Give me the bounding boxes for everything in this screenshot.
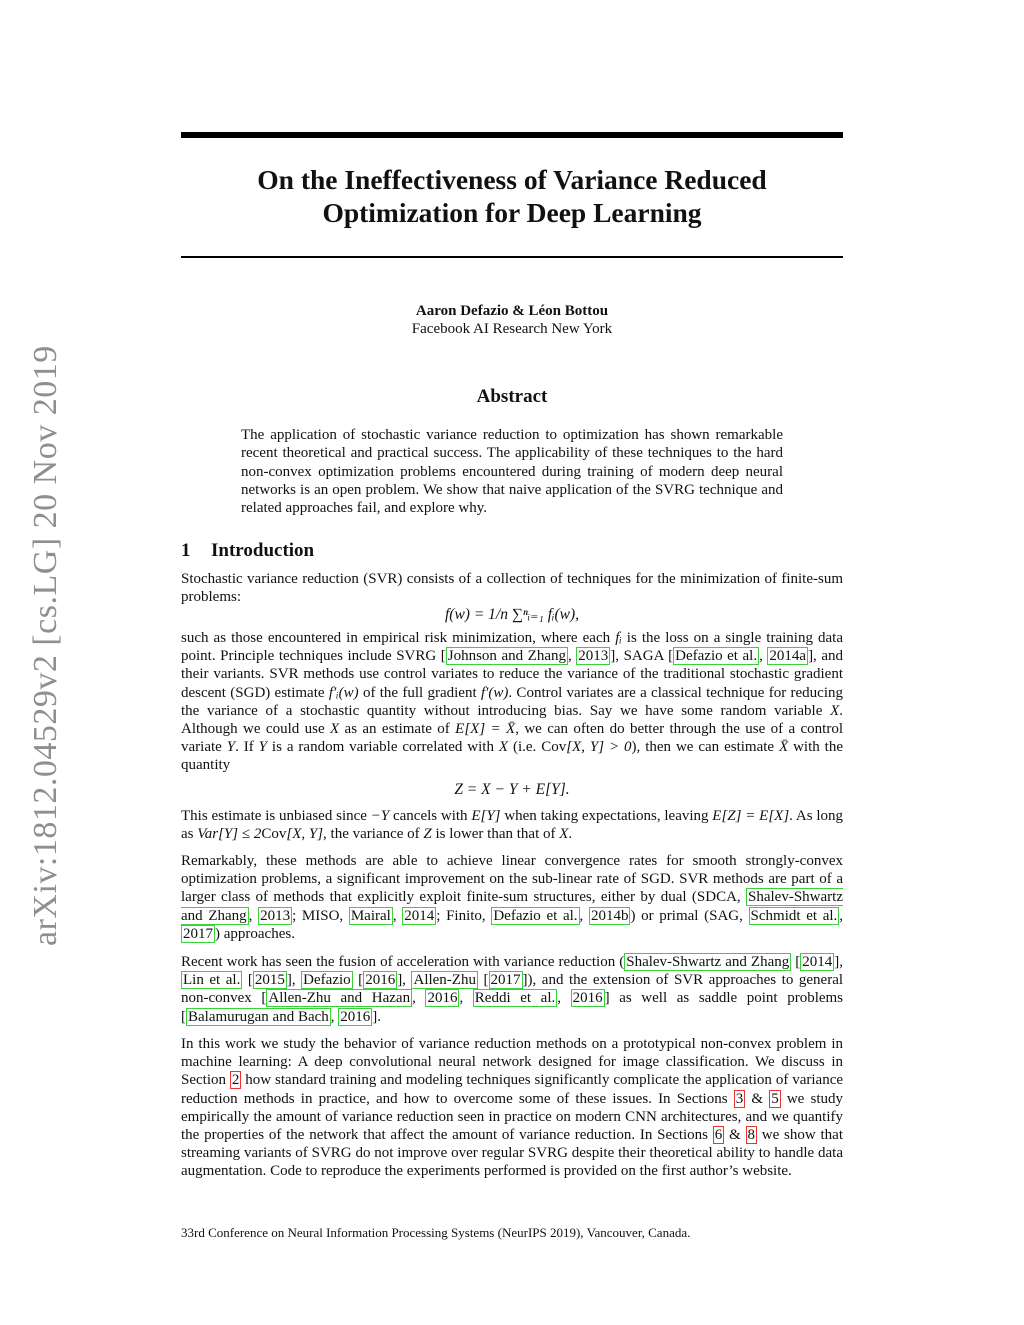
citation-link[interactable]: 2016 [427,990,458,1007]
paper-title [181,163,843,229]
citation-link[interactable]: 2013 [578,648,609,665]
intro-paragraph-2: Remarkably, these methods are able to achieve linear convergence rates for smooth strongly-convex optimization problems, a significant improvement on the sub-linear rate of SGD. SVR methods are part of a larger class of methods that explicitly exploit finite-sum structures, either by dual (SDCA, Shalev-Shwartz and Zhang , 2013 ; MISO, Mairal , 2014 ; Finito, Defazio et al. , 2014b ) or primal (SAG, Schmidt et al. , 2017 ) approaches. [181,853,844,942]
equation-control-variate: Z = X − Y + E[Y]. [454,781,570,798]
arxiv-watermark: arXiv:1812.04529v2 [cs.LG] 20 Nov 2019 [27,345,64,946]
citation-link[interactable]: 2013 [260,907,291,924]
conference-footnote: 33rd Conference on Neural Information Processing Systems (NeurIPS 2019), Vancouver, Canada. [181,1225,691,1240]
title-line-1: On the Ineffectiveness of Variance Reduced [257,164,767,195]
citation-link[interactable]: Lin et al. [183,972,241,989]
citation-link[interactable]: 2014 [802,954,833,970]
section-ref-link[interactable]: 2 [231,1072,240,1089]
citation-link[interactable]: 2016 [365,972,396,989]
citation-link[interactable]: 2017 [183,925,213,942]
citation-link[interactable]: 2017 [490,972,521,989]
citation-link[interactable]: 2015 [254,972,285,989]
section-ref-link[interactable]: 6 [714,1127,723,1144]
equation-finite-sum: f(w) = 1/n ∑ⁿᵢ₌₁ fᵢ(w), [445,606,579,623]
citation-link[interactable]: Shalev-Shwartz and Zhang [181,889,843,924]
intro-paragraph-1b: such as those encountered in empirical risk minimization, where each fᵢ is the loss on a single training data point. Principle techniques include SVRG [ Johnson and Zhang , 2013 ], SAGA [ Defazio et al. , 2014a ], and their variants. SVR methods use control variates to reduce the variance of the traditional stochastic gradient descent (SGD) estimate f′ᵢ(w) of the full gradient f′(w). Control variates are a classical technique for reducing the variance of a stochastic quantity without introducing bias. Say we have some random variable X. Although we could use X as an estimate of E[X] = X̄, we can often do better through the use of a control variate Y. If Y is a random variable correlated with X (i.e. Cov[X, Y] > 0), then we can estimate X̄ with the quantity [181,630,844,774]
authors: Aaron Defazio & Léon Bottou [415,303,609,319]
citation-link[interactable]: 2014a [769,648,807,665]
section-heading-introduction [181,540,314,562]
section-ref-link[interactable]: 3 [735,1090,744,1107]
citation-link[interactable]: Balamurugan and Bach [188,1008,329,1025]
intro-paragraph-3: Recent work has seen the fusion of acceleration with variance reduction ( Shalev-Shwartz and Zhang [ 2014 ], Lin et al. [ 2015 ], Defazio [ 2016 ], Allen-Zhu [ 2017 ]), and the extension of SVR approaches to general non-convex [ Allen-Zhu and Hazan , 2016 , Reddi et al. , 2016 ] as well as saddle point problems [ Balamurugan and Bach , 2016 ]. [181,954,844,1025]
citation-link[interactable]: Johnson and Zhang [447,648,566,665]
citation-link[interactable]: 2014 [404,907,435,924]
citation-link[interactable]: Defazio [303,972,351,989]
citation-link[interactable]: Shalev-Shwartz and Zhang [626,954,790,970]
section-title: Introduction [211,540,315,561]
abstract-heading: Abstract [476,386,548,407]
title-line-2: Optimization for Deep Learning [322,197,702,228]
citation-link[interactable]: Mairal [350,907,391,924]
citation-link[interactable]: Allen-Zhu and Hazan [268,990,411,1007]
section-ref-link[interactable]: 8 [747,1127,756,1144]
intro-paragraph-4: In this work we study the behavior of variance reduction methods on a prototypical non-convex problem in machine learning: A deep convolutional neural network designed for image classification. We discuss in Section 2 how standard training and modeling techniques significantly complicate the application of variance reduction methods in practice, and how to overcome some of these issues. In Sections 3 & 5 we study empirically the amount of variance reduction seen in practice on modern CNN architectures, and we quantify the properties of the network that affect the amount of variance reduction. In Sections 6 & 8 we show that streaming variants of SVRG do not improve over regular SVRG despite their theoretical ability to handle data augmentation. Code to reproduce the experiments performed is provided on the first author’s website. [181,1036,844,1180]
abstract-text: The application of stochastic variance reduction to optimization has shown remarkable recent theoretical and practical success. The applicability of these techniques to the hard non-convex optimization problems encountered during training of modern deep neural networks is an open problem. We show that naive application of the SVRG technique and related approaches fail, and explore why. [241,427,783,517]
citation-link[interactable]: Defazio et al. [493,907,578,924]
section-ref-link[interactable]: 5 [771,1090,779,1107]
citation-link[interactable]: 2016 [572,990,603,1007]
intro-paragraph-1c: This estimate is unbiased since −Y cancels with E[Y] when taking expectations, leaving E[Z] = E[X]. As long as Var[Y] ≤ 2Cov[X, Y], the variance of Z is lower than that of X. [181,808,843,843]
affiliation: Facebook AI Research New York [411,321,613,337]
section-number: 1 [181,540,191,561]
citation-link[interactable]: Allen-Zhu [413,972,476,989]
citation-link[interactable]: Reddi et al. [474,990,556,1007]
citation-link[interactable]: 2016 [340,1008,371,1025]
citation-link[interactable]: 2014b [590,907,629,924]
citation-link[interactable]: Defazio et al. [675,648,758,665]
citation-link[interactable]: Schmidt et al. [750,907,838,924]
intro-paragraph-1a: Stochastic variance reduction (SVR) consists of a collection of techniques for the minimization of finite-sum problems: [181,571,843,606]
top-rule [181,132,843,138]
title-rule [181,256,843,258]
